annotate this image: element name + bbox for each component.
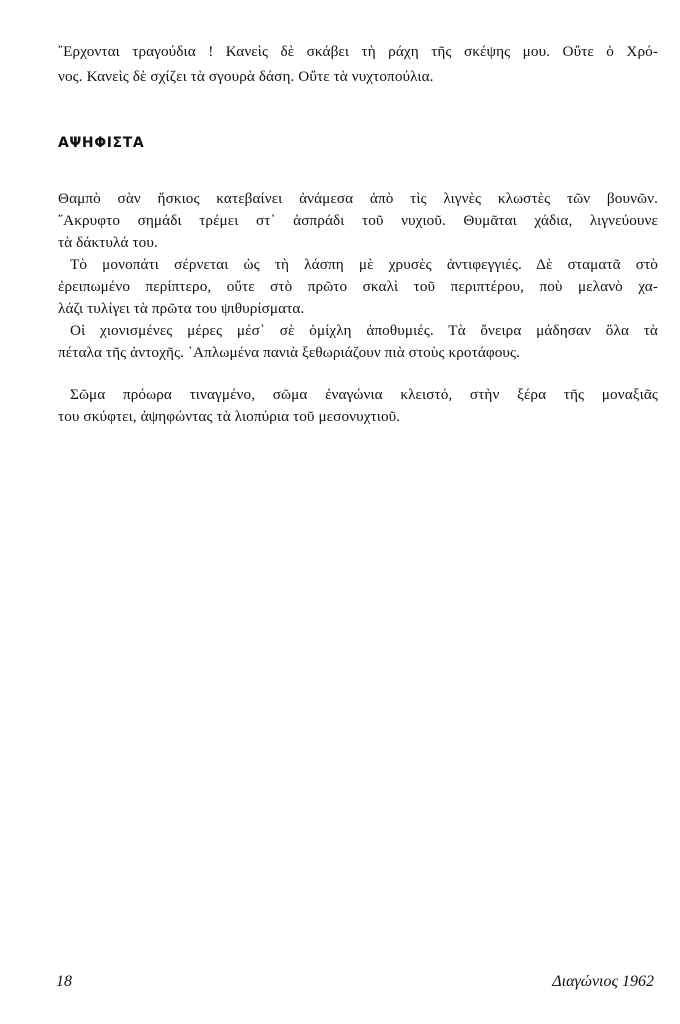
intro-line-2: νος. Κανεὶς δὲ σχίζει τὰ σγουρὰ δάση. Οὔτε τὰ νυχτοπούλια. <box>58 68 434 85</box>
p3-line-2: πέταλα τῆς ἀντοχῆς. ῾Απλωμένα πανιὰ ξεθωριάζουν πιὰ στοὺς κροτάφους. <box>58 344 521 361</box>
p1-line-2: ῎Ακρυφτο σημάδι τρέμει στ᾽ ἀσπράδι τοῦ νυχιοῦ. Θυμᾶται χάδια, λιγνεύουνε <box>58 212 658 229</box>
issue-label: Διαγώνιος 1962 <box>552 973 654 990</box>
p1-line-1: Θαμπὸ σὰν ἥσκιος κατεβαίνει ἀνάμεσα ἀπὸ τὶς λιγνὲς κλωστὲς τῶν βουνῶν. <box>58 190 658 207</box>
p4-line-1: Σῶμα πρόωρα τιναγμένο, σῶμα ἐναγώνια κλειστό, στὴν ξέρα τῆς μοναξιᾶς <box>70 386 658 403</box>
page-number: 18 <box>56 973 72 990</box>
p2-line-3: λάζι τυλίγει τὰ πρῶτα του ψιθυρίσματα. <box>58 300 305 317</box>
p4-line-2: του σκύφτει, ἀψηφώντας τὰ λιοπύρια τοῦ μεσονυχτιοῦ. <box>58 408 401 425</box>
p1-line-3: τὰ δάκτυλά του. <box>58 234 158 251</box>
p2-line-1: Τὸ μονοπάτι σέρνεται ὡς τὴ λάσπη μὲ χρυσὲς ἀντιφεγγιές. Δὲ σταματᾶ στὸ <box>70 256 658 273</box>
section-title: ΑΨΗΦΙΣΤΑ <box>58 135 145 151</box>
p2-line-2: ἐρειπωμένο περίπτερο, οὔτε στὸ πρῶτο σκαλὶ τοῦ περιπτέρου, ποὺ μελανὸ χα- <box>58 278 658 295</box>
intro-line-1: ῎Ερχονται τραγούδια ! Κανεὶς δὲ σκάβει τὴ ράχη τῆς σκέψης μου. Οὔτε ὁ Χρό- <box>58 43 658 60</box>
p3-line-1: Οἱ χιονισμένες μέρες μέσ᾽ σὲ ὁμίχλη ἀποθυμιές. Τὰ ὄνειρα μάδησαν ὅλα τὰ <box>70 322 658 339</box>
